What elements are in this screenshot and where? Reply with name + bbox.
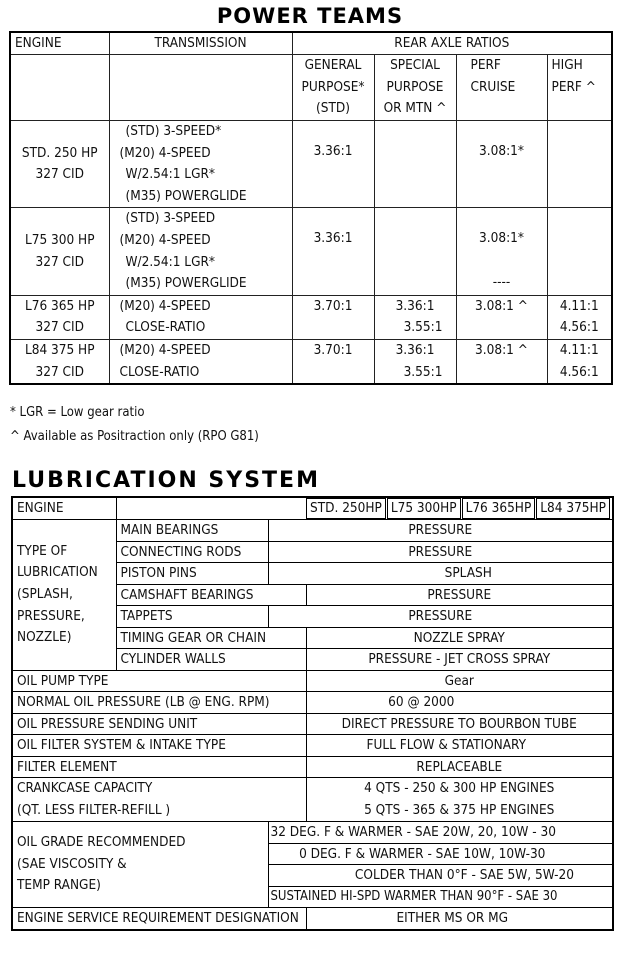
empty-header-cell — [109, 55, 292, 121]
engine-cell: STD. 250 HP 327 CID — [10, 121, 109, 208]
spec-label: OIL PUMP TYPE — [12, 670, 306, 692]
engine-col: L75 300HP — [387, 498, 461, 519]
part-label: TAPPETS — [116, 606, 268, 628]
special-ratio: 3.36:1 3.55:1 — [374, 339, 456, 384]
engine-list — [116, 497, 613, 520]
lubrication-type-label: TYPE OF LUBRICATION (SPLASH, PRESSURE, NOZZLE) — [12, 520, 116, 671]
lubrication-table — [11, 496, 614, 931]
part-label: CYLINDER WALLS — [116, 649, 306, 671]
perf-ratio: 3.08:1 ^ — [456, 339, 547, 384]
part-label: MAIN BEARINGS — [116, 520, 268, 542]
rear-axle-header: REAR AXLE RATIOS — [292, 32, 612, 55]
high-perf-header: HIGH PERF ^ — [547, 55, 612, 121]
special-purpose-header: SPECIAL PURPOSE OR MTN ^ — [374, 55, 456, 121]
engine-col: L76 365HP — [462, 498, 536, 519]
part-label: TIMING GEAR OR CHAIN — [116, 627, 306, 649]
oil-grade-value: 0 DEG. F & WARMER - SAE 10W, 10W-30 — [268, 843, 613, 865]
general-ratio: 3.36:1 — [292, 208, 374, 295]
perf-ratio: 3.08:1 ^ — [456, 295, 547, 339]
general-purpose-header: GENERAL PURPOSE* (STD) — [292, 55, 374, 121]
service-label: ENGINE SERVICE REQUIREMENT DESIGNATION — [12, 908, 306, 930]
engine-label: ENGINE — [12, 497, 116, 520]
special-ratio — [374, 208, 456, 295]
service-value: EITHER MS OR MG — [306, 908, 613, 930]
part-value: PRESSURE — [306, 584, 613, 606]
spec-value: Gear — [306, 670, 613, 692]
perf-cruise-header: PERF CRUISE — [456, 55, 547, 121]
oil-grade-value: COLDER THAN 0°F - SAE 5W, 5W-20 — [268, 865, 613, 887]
special-ratio — [374, 121, 456, 208]
high-ratio — [547, 208, 612, 295]
table-row — [10, 295, 612, 339]
oil-grade-value: SUSTAINED HI-SPD WARMER THAN 90°F - SAE 30 — [268, 886, 613, 908]
crankcase-value: 4 QTS - 250 & 300 HP ENGINES 5 QTS - 365 & 375 HP ENGINES — [306, 778, 613, 822]
table-row — [10, 121, 612, 208]
perf-ratio: 3.08:1* ---- — [456, 208, 547, 295]
spec-value: DIRECT PRESSURE TO BOURBON TUBE — [306, 713, 613, 735]
spec-value: FULL FLOW & STATIONARY — [306, 735, 613, 757]
transmission-header: TRANSMISSION — [109, 32, 292, 55]
part-value: SPLASH — [268, 563, 613, 585]
general-ratio: 3.70:1 — [292, 339, 374, 384]
power-teams-title: POWER TEAMS — [216, 4, 404, 28]
engine-cell: L76 365 HP 327 CID — [10, 295, 109, 339]
oil-grade-value: 32 DEG. F & WARMER - SAE 20W, 20, 10W - 30 — [268, 822, 613, 844]
footnote-positraction: ^ Available as Positraction only (RPO G81) — [10, 429, 259, 444]
part-value: PRESSURE — [268, 606, 613, 628]
general-ratio: 3.36:1 — [292, 121, 374, 208]
part-value: PRESSURE - JET CROSS SPRAY — [306, 649, 613, 671]
spec-label: OIL PRESSURE SENDING UNIT — [12, 713, 306, 735]
engine-col: L84 375HP — [536, 498, 610, 519]
spec-label: OIL FILTER SYSTEM & INTAKE TYPE — [12, 735, 306, 757]
general-ratio: 3.70:1 — [292, 295, 374, 339]
part-label: CAMSHAFT BEARINGS — [116, 584, 306, 606]
engine-col: STD. 250HP — [306, 498, 386, 519]
spec-value: REPLACEABLE — [306, 756, 613, 778]
crankcase-label: CRANKCASE CAPACITY (QT. LESS FILTER-REFILL ) — [12, 778, 306, 822]
engine-header: ENGINE — [10, 32, 109, 55]
power-teams-table — [9, 31, 613, 385]
lubrication-title: LUBRICATION SYSTEM — [12, 468, 320, 493]
transmission-cell: (M20) 4-SPEED CLOSE-RATIO — [109, 295, 292, 339]
perf-ratio: 3.08:1* — [456, 121, 547, 208]
empty-header-cell — [10, 55, 109, 121]
engine-cell: L84 375 HP 327 CID — [10, 339, 109, 384]
part-value: PRESSURE — [268, 520, 613, 542]
transmission-cell: (M20) 4-SPEED CLOSE-RATIO — [109, 339, 292, 384]
spec-label: NORMAL OIL PRESSURE (LB @ ENG. RPM) — [12, 692, 306, 714]
spec-value: 60 @ 2000 — [306, 692, 613, 714]
high-ratio: 4.11:1 4.56:1 — [547, 339, 612, 384]
spec-label: FILTER ELEMENT — [12, 756, 306, 778]
table-row — [10, 339, 612, 384]
table-row — [10, 208, 612, 295]
footnotes — [10, 401, 259, 449]
high-ratio: 4.11:1 4.56:1 — [547, 295, 612, 339]
part-label: PISTON PINS — [116, 563, 268, 585]
engine-cell: L75 300 HP 327 CID — [10, 208, 109, 295]
transmission-cell: (STD) 3-SPEED* (M20) 4-SPEED W/2.54:1 LGR* (M35) POWERGLIDE — [109, 121, 292, 208]
high-ratio — [547, 121, 612, 208]
part-value: PRESSURE — [268, 541, 613, 563]
part-value: NOZZLE SPRAY — [306, 627, 613, 649]
special-ratio: 3.36:1 3.55:1 — [374, 295, 456, 339]
transmission-cell: (STD) 3-SPEED (M20) 4-SPEED W/2.54:1 LGR* (M35) POWERGLIDE — [109, 208, 292, 295]
part-label: CONNECTING RODS — [116, 541, 268, 563]
oil-grade-label: OIL GRADE RECOMMENDED (SAE VISCOSITY & TEMP RANGE) — [12, 822, 268, 908]
footnote-lgr: * LGR = Low gear ratio — [10, 405, 145, 420]
